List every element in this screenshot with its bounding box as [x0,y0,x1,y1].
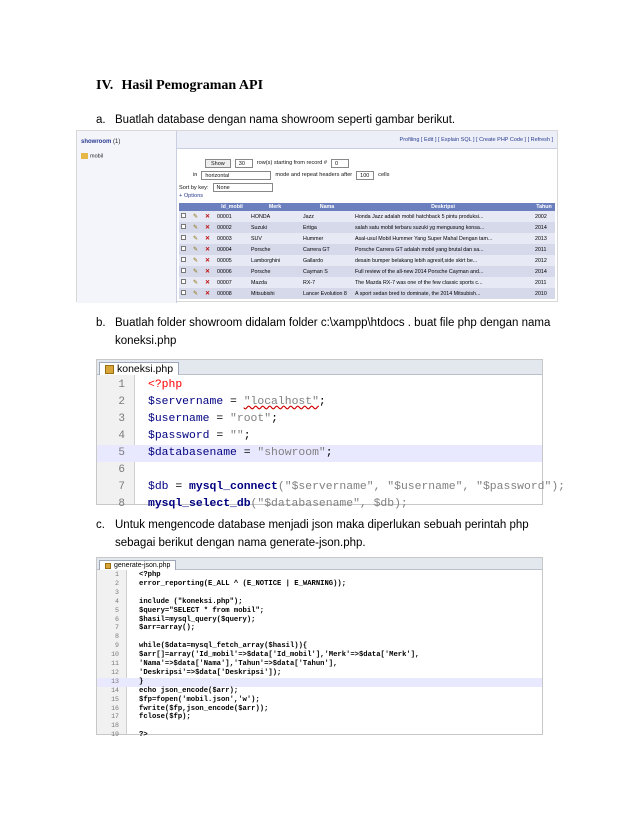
cell-tahun: 2011 [533,244,555,255]
line-number: 3 [115,588,119,596]
delete-icon[interactable]: ✕ [205,269,211,275]
code-line[interactable] [97,598,542,607]
delete-icon[interactable]: ✕ [205,214,211,220]
line-number: 6 [115,615,119,623]
table-row [179,266,555,277]
code-line[interactable] [97,411,542,428]
column-header-deskripsi[interactable]: Deskripsi [353,203,533,211]
code-text: $servername = "localhost"; [148,396,326,408]
code-text: $databasename = "showroom"; [148,447,333,459]
row-edit-cell[interactable] [191,255,203,266]
line-number: 18 [111,722,119,730]
code-line[interactable] [97,571,542,580]
cell-nama: Gallardo [301,255,353,266]
row-edit-cell[interactable] [191,233,203,244]
pma-toolbar [177,131,557,149]
column-header-nama[interactable]: Nama [301,203,353,211]
row-delete-cell[interactable] [203,288,215,299]
code-line[interactable] [97,660,542,669]
cells-label: cells [378,172,390,178]
cell-deskripsi: Honda Jazz adalah mobil hatchback 5 pintu produksi... [353,211,533,222]
line-number: 7 [115,624,119,632]
cell-nama: Carrera GT [301,244,353,255]
editor-tab-label: koneksi.php [117,363,174,375]
row-select-cell[interactable] [179,255,191,266]
row-edit-cell[interactable] [191,277,203,288]
file-icon [105,365,114,374]
row-edit-cell[interactable] [191,222,203,233]
step-c [96,516,556,552]
line-number: 2 [115,579,119,587]
code-line[interactable] [97,462,542,479]
edit-icon[interactable]: ✎ [193,258,199,264]
code-line[interactable] [97,705,542,714]
code-line[interactable] [97,580,542,589]
edit-icon[interactable]: ✎ [193,225,199,231]
cell-id-mobil: 00006 [215,266,249,277]
line-number: 5 [115,606,119,614]
line-number: 10 [111,651,119,659]
edit-icon[interactable]: ✎ [193,280,199,286]
row-select-cell[interactable] [179,277,191,288]
cell-nama: RX-7 [301,277,353,288]
row-delete-cell[interactable] [203,255,215,266]
koneksi-editor [96,359,565,510]
delete-icon[interactable]: ✕ [205,247,211,253]
row-edit-cell[interactable] [191,266,203,277]
step-label: b. [96,317,106,329]
generate-json-editor [96,557,543,740]
line-number: 16 [111,704,119,712]
cell-merk: SUV [249,233,301,244]
pma-toolbar-links[interactable]: Profiling [ Edit ] [ Explain SQL ] [ Create PHP Code ] [ Refresh ] [399,137,553,143]
rows-input[interactable]: 30 [235,159,253,168]
row-checkbox[interactable] [181,257,186,262]
line-number: 1 [115,571,119,578]
code-text: fclose($fp); [139,713,191,722]
edit-icon[interactable]: ✎ [193,236,199,242]
code-line[interactable] [97,678,542,687]
code-text: 'Deskripsi'=>$data['Deskripsi']); [139,668,282,677]
code-line[interactable] [97,589,542,598]
pma-database-link[interactable]: showroom (1) [81,139,121,145]
delete-icon[interactable]: ✕ [205,258,211,264]
row-delete-cell[interactable] [203,222,215,233]
row-checkbox[interactable] [181,224,186,229]
cell-tahun: 2011 [533,277,555,288]
start-record-input[interactable]: 0 [331,159,349,168]
cell-deskripsi: The Mazda RX-7 was one of the few classic sports c... [353,277,533,288]
line-number: 8 [115,633,119,641]
row-delete-cell[interactable] [203,266,215,277]
section-heading [96,78,263,94]
code-text: ?> [139,731,148,740]
code-line[interactable] [97,377,542,394]
row-edit-cell[interactable] [191,288,203,299]
row-checkbox[interactable] [181,290,186,295]
cell-id-mobil: 00004 [215,244,249,255]
table-row [179,288,555,299]
code-text: while($data=mysql_fetch_array($hasil)){ [139,642,308,651]
sort-label: Sort by key: [179,184,209,191]
cell-tahun: 2014 [533,222,555,233]
row-select-cell[interactable] [179,222,191,233]
edit-icon[interactable]: ✎ [193,214,199,220]
delete-icon[interactable]: ✕ [205,280,211,286]
editor-tab[interactable] [99,362,179,375]
line-number: 5 [118,447,125,459]
code-line[interactable] [97,687,542,696]
line-number: 1 [118,379,125,391]
code-line[interactable] [97,669,542,678]
step-text: Buatlah database dengan nama showroom seperti gambar berikut. [115,114,456,126]
cell-nama: Lancer Evolution 8 [301,288,353,299]
step-a [96,111,556,129]
cell-merk: Mitsubishi [249,288,301,299]
step-label: c. [96,519,105,531]
in-label: in [193,172,198,178]
row-checkbox[interactable] [181,268,186,273]
options-link[interactable]: + Options [179,193,204,199]
code-text: 'Nama'=>$data['Nama'],'Tahun'=>$data['Tahun'], [139,660,338,668]
cell-tahun: 2012 [533,255,555,266]
table-row [179,222,555,233]
cell-merk: Mazda [249,277,301,288]
line-number: 8 [118,498,125,510]
sort-select[interactable]: None [213,183,273,192]
cell-deskripsi: desain bumper belakang lebih agresif,side skirt be... [353,255,533,266]
file-icon [105,563,111,569]
code-line[interactable] [97,696,542,705]
code-text: $password = ""; [148,430,251,442]
cell-deskripsi: Porsche Carrera GT adalah mobil yang brutal dan sa... [353,244,533,255]
row-edit-cell[interactable] [191,211,203,222]
code-text: echo json_encode($arr); [139,686,239,695]
line-number: 6 [118,464,125,476]
php-open-tag: <?php [148,379,183,391]
column-header [203,203,215,211]
row-select-cell[interactable] [179,211,191,222]
rows-label: row(s) starting from record # [256,160,328,166]
delete-icon[interactable]: ✕ [205,291,211,297]
cell-id-mobil: 00005 [215,255,249,266]
step-text: Buatlah folder showroom didalam folder c:\xampp\htdocs . buat file php dengan nama koneksi.php [115,317,551,347]
row-checkbox[interactable] [181,213,186,218]
code-text [148,377,182,394]
cell-id-mobil: 00002 [215,222,249,233]
step-label: a. [96,114,106,126]
mode-label: mode and repeat headers after [275,172,353,178]
cell-nama: Cayman S [301,266,353,277]
code-text: fwrite($fp,json_encode($arr)); [139,704,269,713]
line-number: 19 [111,731,119,739]
code-text: $arr=array(); [139,624,196,633]
line-number: 12 [111,668,119,676]
code-text: } [139,677,144,686]
cell-nama: Hummer [301,233,353,244]
code-line[interactable] [97,479,565,496]
code-line[interactable] [97,633,542,642]
code-line[interactable] [97,642,542,651]
row-delete-cell[interactable] [203,233,215,244]
code-line[interactable] [97,722,542,731]
row-checkbox[interactable] [181,279,186,284]
line-number: 13 [111,677,119,685]
code-line[interactable] [97,616,542,625]
cell-deskripsi: Asal-usul Mobil Hummer Yang Super Mahal Dengan tam... [353,233,533,244]
cell-tahun: 2010 [533,288,555,299]
cell-tahun: 2014 [533,266,555,277]
editor-tab-bar [97,558,542,570]
mobil-table [179,203,555,299]
code-text: include ("koneksi.php"); [139,597,243,606]
cell-id-mobil: 00008 [215,288,249,299]
code-line[interactable] [97,394,542,411]
code-text: $query="SELECT * from mobil"; [139,606,265,615]
show-button[interactable]: Show [205,159,231,168]
cell-id-mobil: 00007 [215,277,249,288]
code-line[interactable] [97,428,542,445]
phpmyadmin-screenshot [76,130,558,302]
table-row [179,244,555,255]
code-text: $arr[]=array('Id_mobil'=>$data['Id_mobil'],'Merk'=>$data['Merk'], [139,651,420,660]
column-header-id-mobil[interactable]: Id_mobil [215,203,249,211]
cell-merk: HONDA [249,211,301,222]
step-b [96,314,556,350]
cell-merk: Lamborghini [249,255,301,266]
table-row [179,211,555,222]
cell-deskripsi: A sport sedan bred to dominate, the 2014 Mitsubish... [353,288,533,299]
column-header [191,203,203,211]
step-text: Untuk mengencode database menjadi json maka diperlukan sebuah perintah php sebagai berikut dengan nama generate-json.php. [115,519,529,549]
column-header-merk[interactable]: Merk [249,203,301,211]
pma-table-link[interactable]: mobil [81,153,103,159]
cell-id-mobil: 00003 [215,233,249,244]
delete-icon[interactable]: ✕ [205,236,211,242]
column-header-tahun[interactable]: Tahun [533,203,555,211]
edit-icon[interactable]: ✎ [193,291,199,297]
line-number: 9 [115,642,119,650]
mode-select[interactable]: horizontal [201,171,271,180]
row-delete-cell[interactable] [203,211,215,222]
line-number: 3 [118,413,125,425]
cell-deskripsi: Full review of the all-new 2014 Porsche Cayman and... [353,266,533,277]
sort-row [179,183,273,192]
column-header [179,203,191,211]
cell-merk: Porsche [249,266,301,277]
editor-tab-bar [97,360,542,375]
row-checkbox[interactable] [181,246,186,251]
line-number: 14 [111,686,119,694]
code-text: $fp=fopen('mobil.json','w'); [139,695,260,704]
cell-merk: Suzuki [249,222,301,233]
pma-navigation-controls [181,157,553,181]
code-text: mysql_select_db("$databasename", $db); [148,498,408,510]
cell-merk: Porsche [249,244,301,255]
edit-icon[interactable]: ✎ [193,269,199,275]
row-select-cell[interactable] [179,244,191,255]
code-text: $db = mysql_connect("$servername", "$username", "$password"); [148,481,565,493]
section-title: Hasil Pemograman API [121,78,264,93]
row-checkbox[interactable] [181,235,186,240]
cell-tahun: 2002 [533,211,555,222]
table-row [179,233,555,244]
row-edit-cell[interactable] [191,244,203,255]
code-line[interactable] [97,445,542,462]
row-select-cell[interactable] [179,233,191,244]
code-line[interactable] [97,607,542,616]
cell-deskripsi: salah satu mobil terbaru suzuki yg mengusung konsa... [353,222,533,233]
line-number: 17 [111,713,119,721]
code-line[interactable] [97,624,542,633]
line-number: 4 [118,430,125,442]
table-icon [81,153,88,159]
row-delete-cell[interactable] [203,244,215,255]
code-line[interactable] [97,496,542,513]
line-number: 7 [118,481,125,493]
section-number: IV. [96,78,114,93]
code-text: error_reporting(E_ALL ^ (E_NOTICE | E_WARNING)); [139,579,347,588]
cell-nama: Ertiga [301,222,353,233]
edit-icon[interactable]: ✎ [193,247,199,253]
line-number: 15 [111,695,119,703]
row-select-cell[interactable] [179,266,191,277]
code-text: $hasil=mysql_query($query); [139,615,256,624]
cell-id-mobil: 00001 [215,211,249,222]
cell-tahun: 2013 [533,233,555,244]
line-number: 2 [118,396,125,408]
editor-tab-label: generate-json.php [114,562,171,569]
table-row [179,255,555,266]
table-row [179,277,555,288]
row-select-cell[interactable] [179,288,191,299]
cell-nama: Jazz [301,211,353,222]
line-number: 11 [111,660,119,667]
pma-sidebar [77,131,177,303]
code-text: $username = "root"; [148,413,278,425]
line-number: 4 [115,597,119,605]
code-line[interactable] [97,713,542,722]
code-line[interactable] [97,651,542,660]
code-text: <?php [139,571,161,579]
repeat-headers-input[interactable]: 100 [356,171,374,180]
editor-tab[interactable] [99,560,176,570]
row-delete-cell[interactable] [203,277,215,288]
code-line[interactable] [97,731,542,740]
delete-icon[interactable]: ✕ [205,225,211,231]
